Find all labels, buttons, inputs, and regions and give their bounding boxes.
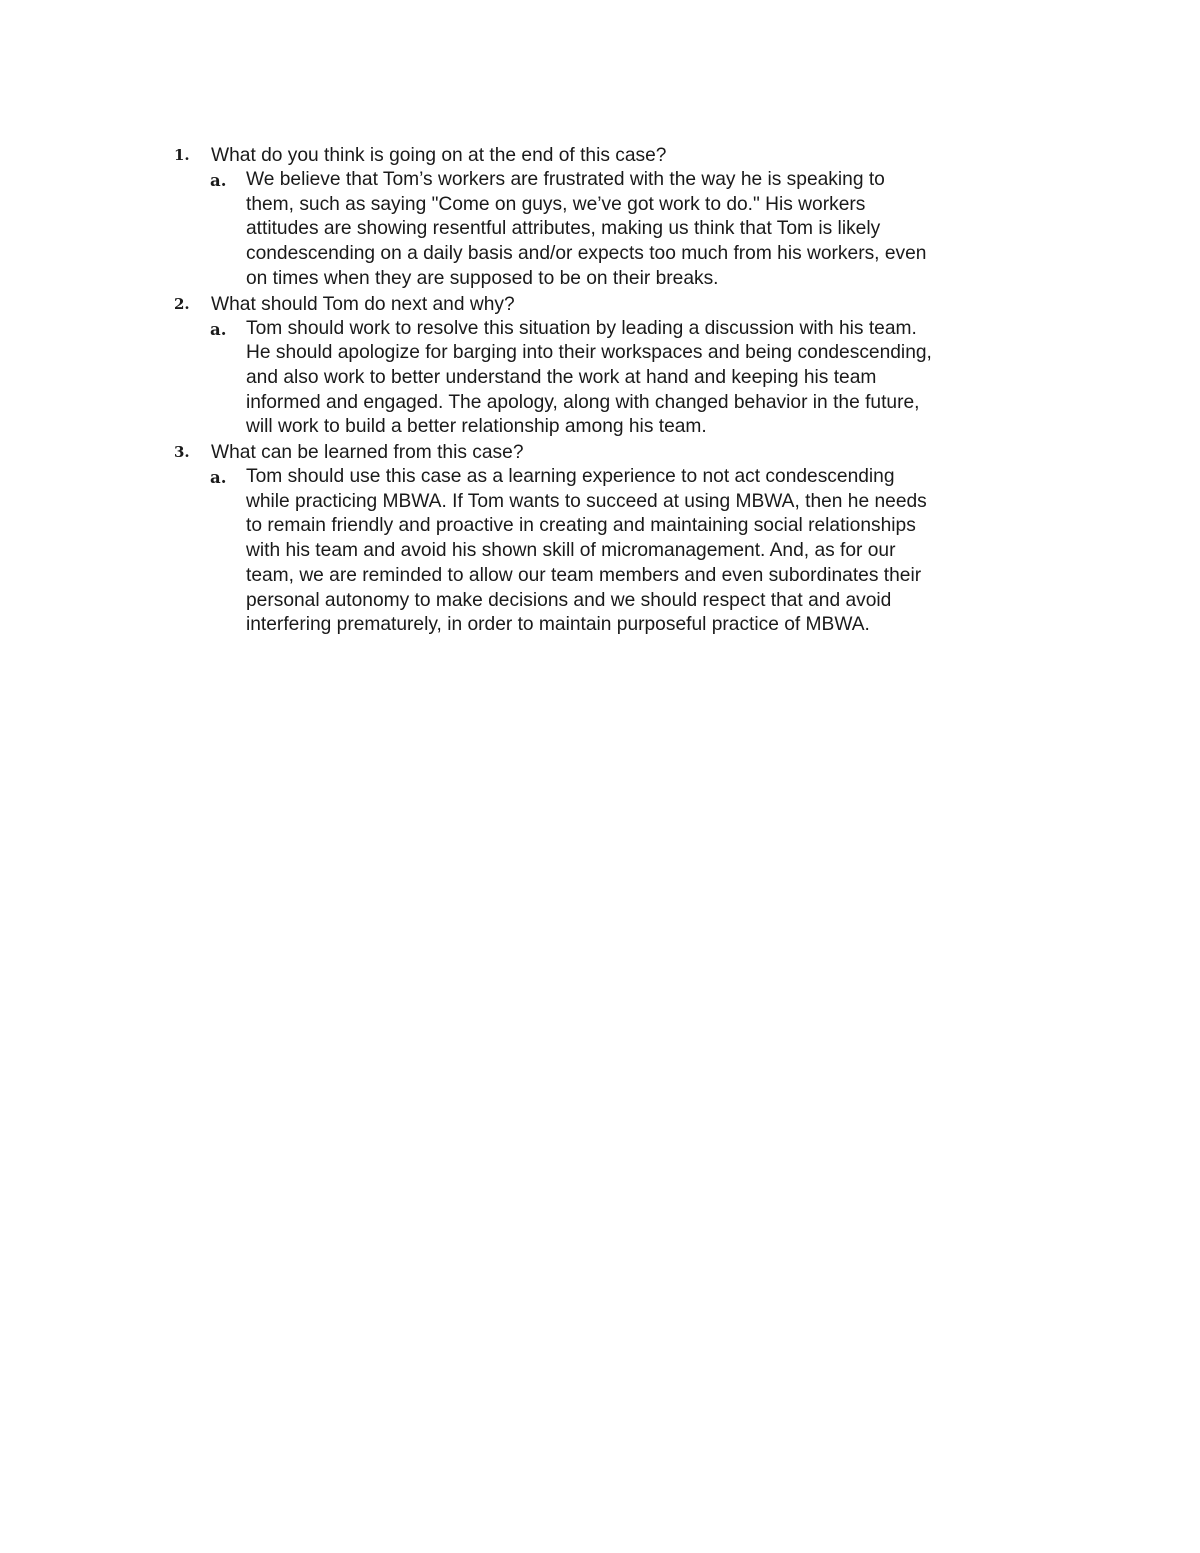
answer-item-3 xyxy=(174,465,1074,638)
question-number: 2. xyxy=(174,294,190,313)
answer-line: attitudes are showing resentful attributes, making us think that Tom is likely xyxy=(246,218,881,240)
question-item-2 xyxy=(174,292,1074,317)
question-number: 1. xyxy=(174,146,190,164)
answer-line: He should apologize for barging into their workspaces and being condescending, xyxy=(246,342,932,364)
question-list xyxy=(174,143,1074,638)
answer-line: team, we are reminded to allow our team members and even subordinates their xyxy=(246,564,922,586)
question-text: What do you think is going on at the end of this case? xyxy=(211,145,667,166)
question-text: What should Tom do next and why? xyxy=(211,293,515,315)
answer-letter: a. xyxy=(210,319,227,339)
answer-line: personal autonomy to make decisions and we should respect that and avoid xyxy=(246,589,892,611)
question-item-3 xyxy=(174,440,1074,465)
answer-line: with his team and avoid his shown skill of micromanagement. And, as for our xyxy=(246,540,896,562)
answer-line: Tom should work to resolve this situation by leading a discussion with his team. xyxy=(246,317,917,339)
answer-line: informed and engaged. The apology, along with changed behavior in the future, xyxy=(246,391,920,413)
answer-line: and also work to better understand the work at hand and keeping his team xyxy=(246,366,877,388)
question-item-1 xyxy=(174,143,1074,168)
answer-item-1 xyxy=(174,168,1074,292)
question-text: What can be learned from this case? xyxy=(211,442,524,464)
answer-line: will work to build a better relationship among his team. xyxy=(246,416,707,438)
answer-letter: a. xyxy=(210,171,227,190)
answer-line: them, such as saying "Come on guys, we’ve got work to do." His workers xyxy=(246,193,866,215)
answer-line: while practicing MBWA. If Tom wants to succeed at using MBWA, then he needs xyxy=(246,490,927,512)
answer-line: interfering prematurely, in order to maintain purposeful practice of MBWA. xyxy=(246,614,870,636)
answer-line: We believe that Tom’s workers are frustrated with the way he is speaking to xyxy=(246,169,885,190)
answer-line: to remain friendly and proactive in creating and maintaining social relationships xyxy=(246,515,916,537)
answer-item-2 xyxy=(174,317,1074,441)
answer-line: Tom should use this case as a learning experience to not act condescending xyxy=(246,466,895,488)
answer-line: on times when they are supposed to be on their breaks. xyxy=(246,267,719,289)
answer-letter: a. xyxy=(210,468,227,488)
question-number: 3. xyxy=(174,443,190,462)
answer-line: condescending on a daily basis and/or expects too much from his workers, even xyxy=(246,243,927,265)
